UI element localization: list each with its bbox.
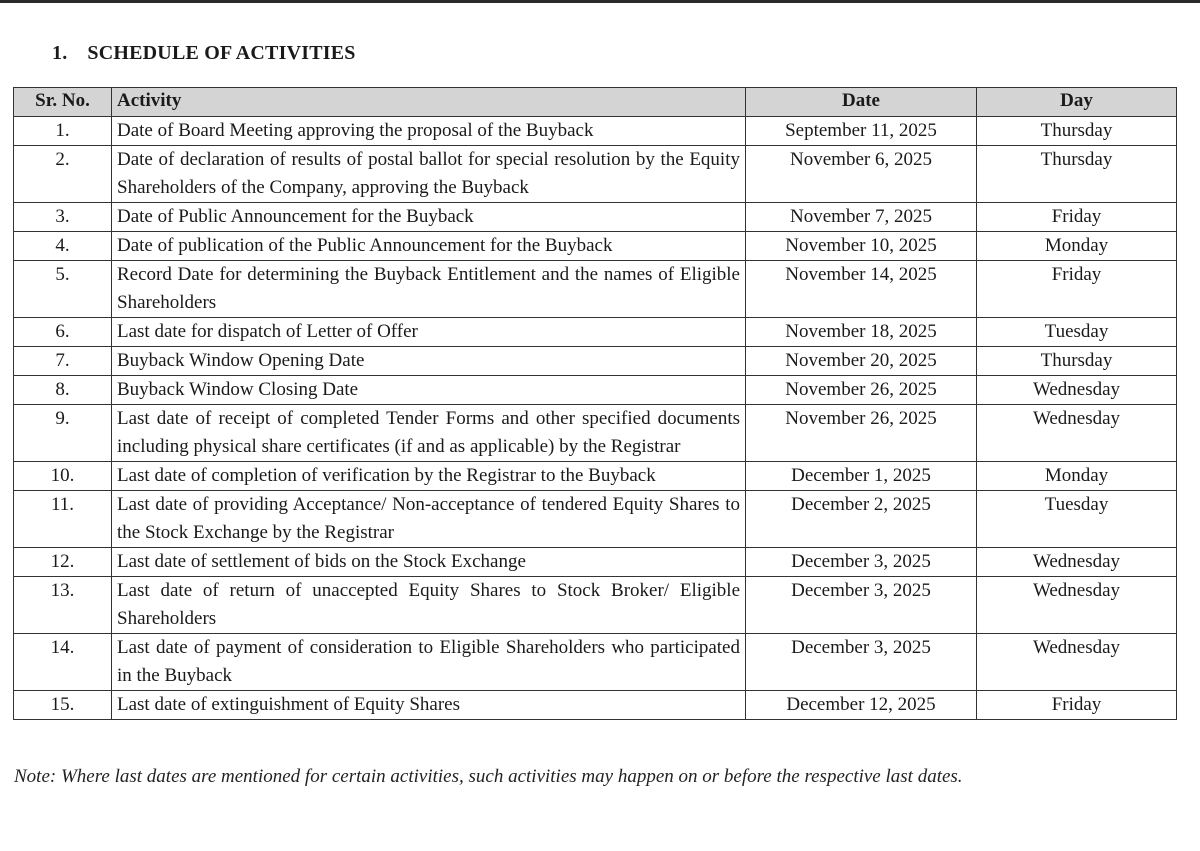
row-activity: Last date of settlement of bids on the Stock Exchange (112, 548, 746, 577)
row-date: November 18, 2025 (746, 318, 977, 347)
row-activity: Last date of providing Acceptance/ Non-acceptance of tendered Equity Shares to the Stock Exchange by the Registrar (112, 491, 746, 548)
row-date: December 1, 2025 (746, 462, 977, 491)
row-activity: Record Date for determining the Buyback Entitlement and the names of Eligible Shareholders (112, 261, 746, 318)
row-sr-no: 9. (14, 405, 112, 462)
table-row (14, 318, 1177, 347)
row-date: November 7, 2025 (746, 203, 977, 232)
row-day: Friday (977, 261, 1177, 318)
row-day: Thursday (977, 117, 1177, 146)
row-activity: Last date for dispatch of Letter of Offer (112, 318, 746, 347)
row-sr-no: 15. (14, 691, 112, 720)
row-sr-no: 5. (14, 261, 112, 318)
header-date: Date (746, 88, 977, 117)
row-date: November 26, 2025 (746, 405, 977, 462)
row-sr-no: 14. (14, 634, 112, 691)
row-sr-no: 4. (14, 232, 112, 261)
table-row (14, 577, 1177, 634)
row-day: Wednesday (977, 376, 1177, 405)
table-row (14, 261, 1177, 318)
row-sr-no: 7. (14, 347, 112, 376)
row-day: Tuesday (977, 318, 1177, 347)
row-day: Friday (977, 691, 1177, 720)
header-activity: Activity (112, 88, 746, 117)
row-date: December 12, 2025 (746, 691, 977, 720)
row-day: Monday (977, 232, 1177, 261)
row-sr-no: 12. (14, 548, 112, 577)
table-row (14, 634, 1177, 691)
row-date: September 11, 2025 (746, 117, 977, 146)
footnote: Note: Where last dates are mentioned for certain activities, such activities may happen on or before the respective last dates. (14, 766, 963, 787)
row-sr-no: 8. (14, 376, 112, 405)
row-day: Wednesday (977, 634, 1177, 691)
row-date: November 6, 2025 (746, 146, 977, 203)
row-date: November 10, 2025 (746, 232, 977, 261)
header-sr-no: Sr. No. (14, 88, 112, 117)
row-date: December 2, 2025 (746, 491, 977, 548)
row-day: Wednesday (977, 405, 1177, 462)
table-row (14, 548, 1177, 577)
row-activity: Last date of return of unaccepted Equity Shares to Stock Broker/ Eligible Shareholders (112, 577, 746, 634)
row-activity: Date of publication of the Public Announcement for the Buyback (112, 232, 746, 261)
row-date: November 14, 2025 (746, 261, 977, 318)
table-row (14, 376, 1177, 405)
section-title: SCHEDULE OF ACTIVITIES (87, 42, 356, 64)
row-day: Friday (977, 203, 1177, 232)
top-border-rule (0, 0, 1200, 3)
row-sr-no: 3. (14, 203, 112, 232)
row-day: Wednesday (977, 577, 1177, 634)
row-activity: Buyback Window Opening Date (112, 347, 746, 376)
row-activity: Date of declaration of results of postal ballot for special resolution by the Equity Shareholders of the Company, approving the Buyback (112, 146, 746, 203)
row-activity: Last date of completion of verification by the Registrar to the Buyback (112, 462, 746, 491)
row-sr-no: 13. (14, 577, 112, 634)
row-sr-no: 11. (14, 491, 112, 548)
row-activity: Date of Public Announcement for the Buyback (112, 203, 746, 232)
table-row (14, 462, 1177, 491)
table-header-row (14, 88, 1177, 117)
row-activity: Last date of payment of consideration to Eligible Shareholders who participated in the Buyback (112, 634, 746, 691)
row-day: Tuesday (977, 491, 1177, 548)
row-sr-no: 2. (14, 146, 112, 203)
row-activity: Date of Board Meeting approving the proposal of the Buyback (112, 117, 746, 146)
table-row (14, 491, 1177, 548)
row-date: November 20, 2025 (746, 347, 977, 376)
header-day: Day (977, 88, 1177, 117)
row-sr-no: 10. (14, 462, 112, 491)
row-date: December 3, 2025 (746, 548, 977, 577)
row-activity: Buyback Window Closing Date (112, 376, 746, 405)
row-day: Monday (977, 462, 1177, 491)
table-row (14, 691, 1177, 720)
table-row (14, 146, 1177, 203)
schedule-table (13, 87, 1177, 720)
row-sr-no: 1. (14, 117, 112, 146)
section-number: 1. (52, 42, 68, 64)
table-row (14, 405, 1177, 462)
row-activity: Last date of extinguishment of Equity Shares (112, 691, 746, 720)
row-date: December 3, 2025 (746, 577, 977, 634)
row-activity: Last date of receipt of completed Tender Forms and other specified documents including physical share certificates (if and as applicable) by the Registrar (112, 405, 746, 462)
row-day: Thursday (977, 146, 1177, 203)
section-heading (52, 42, 356, 65)
table-row (14, 117, 1177, 146)
row-date: December 3, 2025 (746, 634, 977, 691)
row-date: November 26, 2025 (746, 376, 977, 405)
row-day: Thursday (977, 347, 1177, 376)
row-day: Wednesday (977, 548, 1177, 577)
table-row (14, 347, 1177, 376)
row-sr-no: 6. (14, 318, 112, 347)
table-row (14, 203, 1177, 232)
table-row (14, 232, 1177, 261)
